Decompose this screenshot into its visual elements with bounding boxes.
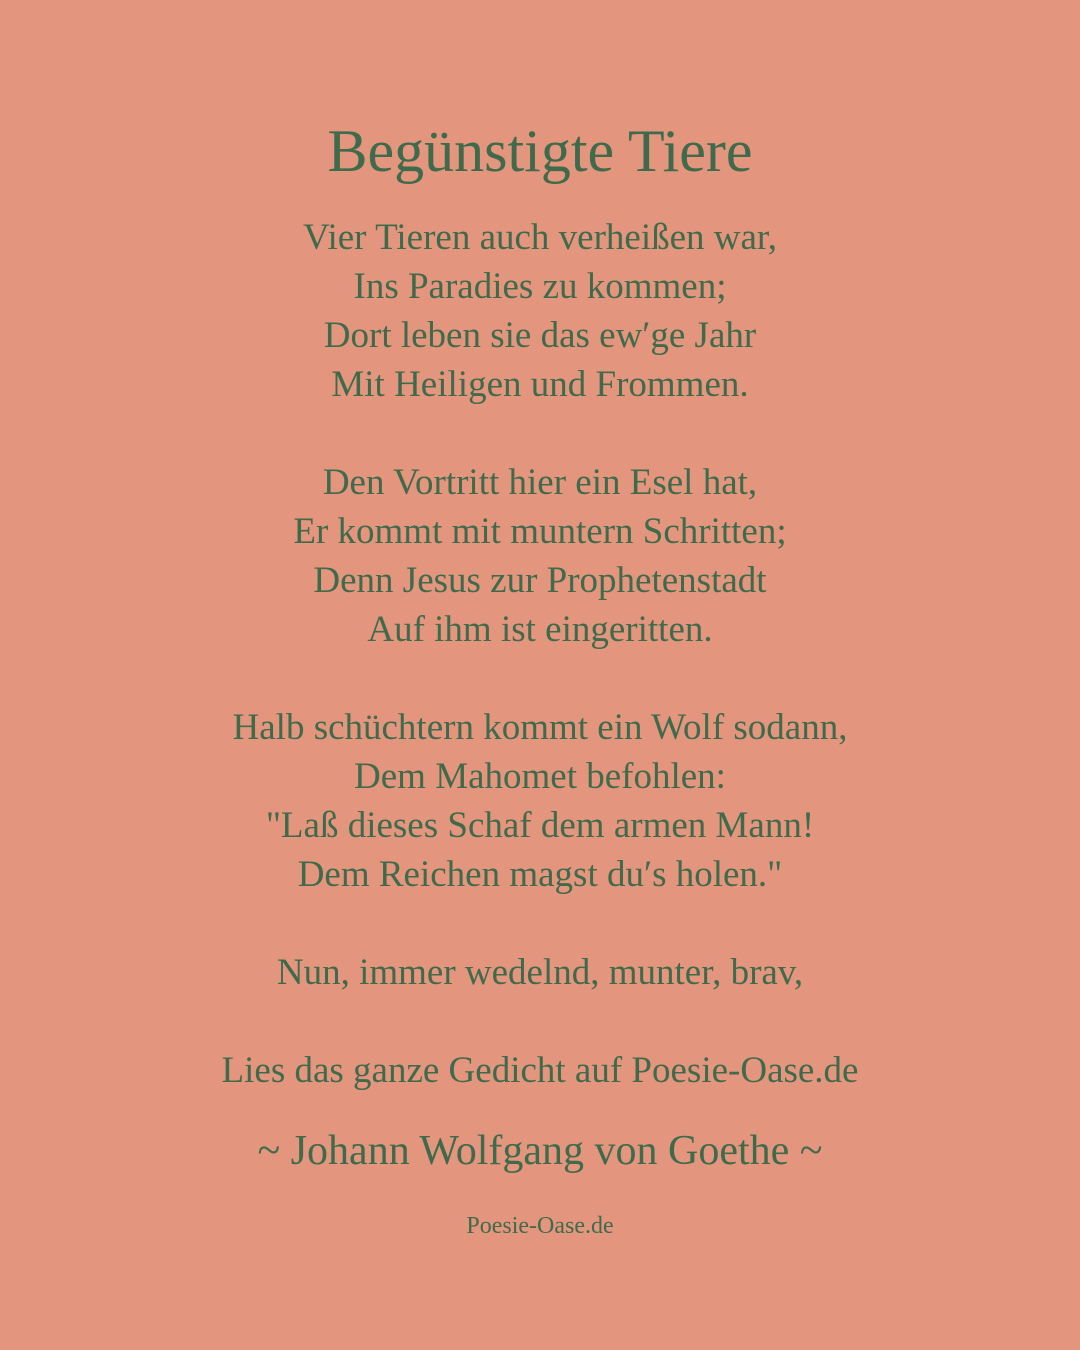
poem-line: Den Vortritt hier ein Esel hat, <box>322 462 758 503</box>
poem-line: "Laß dieses Schaf dem armen Mann! <box>265 805 815 846</box>
poem-line: Auf ihm ist eingeritten. <box>367 609 713 650</box>
poem-line: Vier Tieren auch verheißen war, <box>302 217 778 258</box>
poem-title: Begünstigte Tiere <box>327 118 753 184</box>
poem-line: Dem Reichen magst du′s holen." <box>297 854 783 895</box>
poem-author: ~ Johann Wolfgang von Goethe ~ <box>257 1128 823 1174</box>
poem-line: Halb schüchtern kommt ein Wolf sodann, <box>232 707 848 748</box>
poem-line: Dem Mahomet befohlen: <box>354 756 726 797</box>
poem-line: Nun, immer wedelnd, munter, brav, <box>276 952 804 993</box>
poem-line: Er kommt mit muntern Schritten; <box>293 511 787 552</box>
site-watermark: Poesie-Oase.de <box>466 1213 614 1239</box>
read-full-poem-text: Lies das ganze Gedicht auf Poesie-Oase.de <box>221 1050 859 1091</box>
poem-line: Mit Heiligen und Frommen. <box>331 364 749 405</box>
stanza <box>0 703 1080 899</box>
stanza <box>0 458 1080 654</box>
poem-line: Denn Jesus zur Prophetenstadt <box>313 560 767 601</box>
stanza <box>0 213 1080 409</box>
stanza <box>0 948 1080 997</box>
poem-line: Ins Paradies zu kommen; <box>353 266 727 307</box>
poem-body <box>0 213 1080 1046</box>
poem-line: Dort leben sie das ew′ge Jahr <box>323 315 757 356</box>
